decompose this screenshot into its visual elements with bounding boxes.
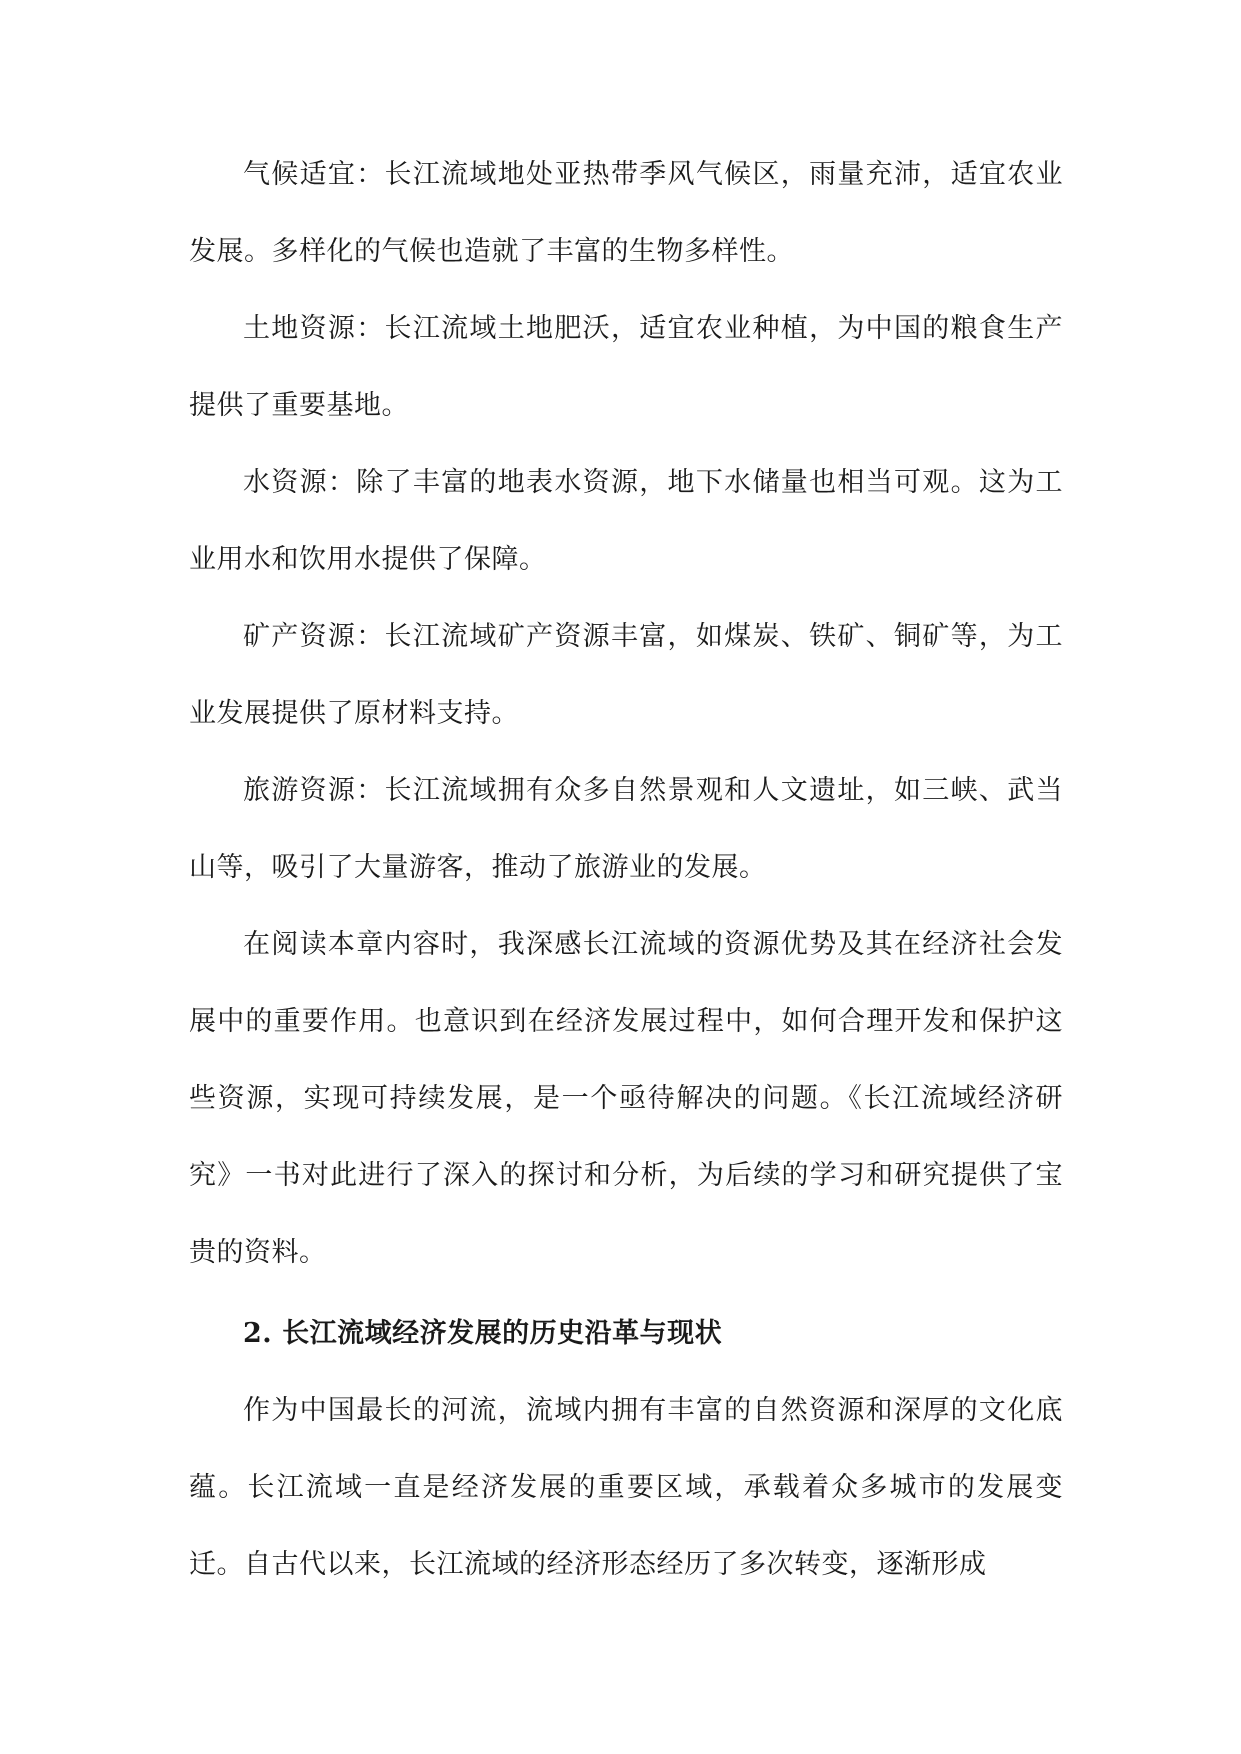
- paragraph-climate: 气候适宜：长江流域地处亚热带季风气候区，雨量充沛，适宜农业发展。多样化的气候也造就了丰富的生物多样性。: [189, 159, 1063, 267]
- paragraph-reflection: 在阅读本章内容时，我深感长江流域的资源优势及其在经济社会发展中的重要作用。也意识到在经济发展过程中，如何合理开发和保护这些资源，实现可持续发展，是一个亟待解决的问题。《长江流域经济研究》一书对此进行了深入的探讨和分析，为后续的学习和研究提供了宝贵的资料。: [189, 929, 1063, 1268]
- paragraph-section-intro: 作为中国最长的河流，流域内拥有丰富的自然资源和深厚的文化底蕴。长江流域一直是经济发展的重要区域，承载着众多城市的发展变迁。自古代以来，长江流域的经济形态经历了多次转变，逐渐形成: [189, 1395, 1063, 1580]
- paragraph-tourism-resources: 旅游资源：长江流域拥有众多自然景观和人文遗址，如三峡、武当山等，吸引了大量游客，推动了旅游业的发展。: [189, 775, 1063, 883]
- section-heading: 2. 长江流域经济发展的历史沿革与现状: [243, 1318, 723, 1349]
- paragraph-land-resources: 土地资源：长江流域土地肥沃，适宜农业种植，为中国的粮食生产提供了重要基地。: [189, 313, 1063, 421]
- paragraph-mineral-resources: 矿产资源：长江流域矿产资源丰富，如煤炭、铁矿、铜矿等，为工业发展提供了原材料支持。: [189, 621, 1063, 729]
- paragraph-water-resources: 水资源：除了丰富的地表水资源，地下水储量也相当可观。这为工业用水和饮用水提供了保障。: [189, 467, 1063, 575]
